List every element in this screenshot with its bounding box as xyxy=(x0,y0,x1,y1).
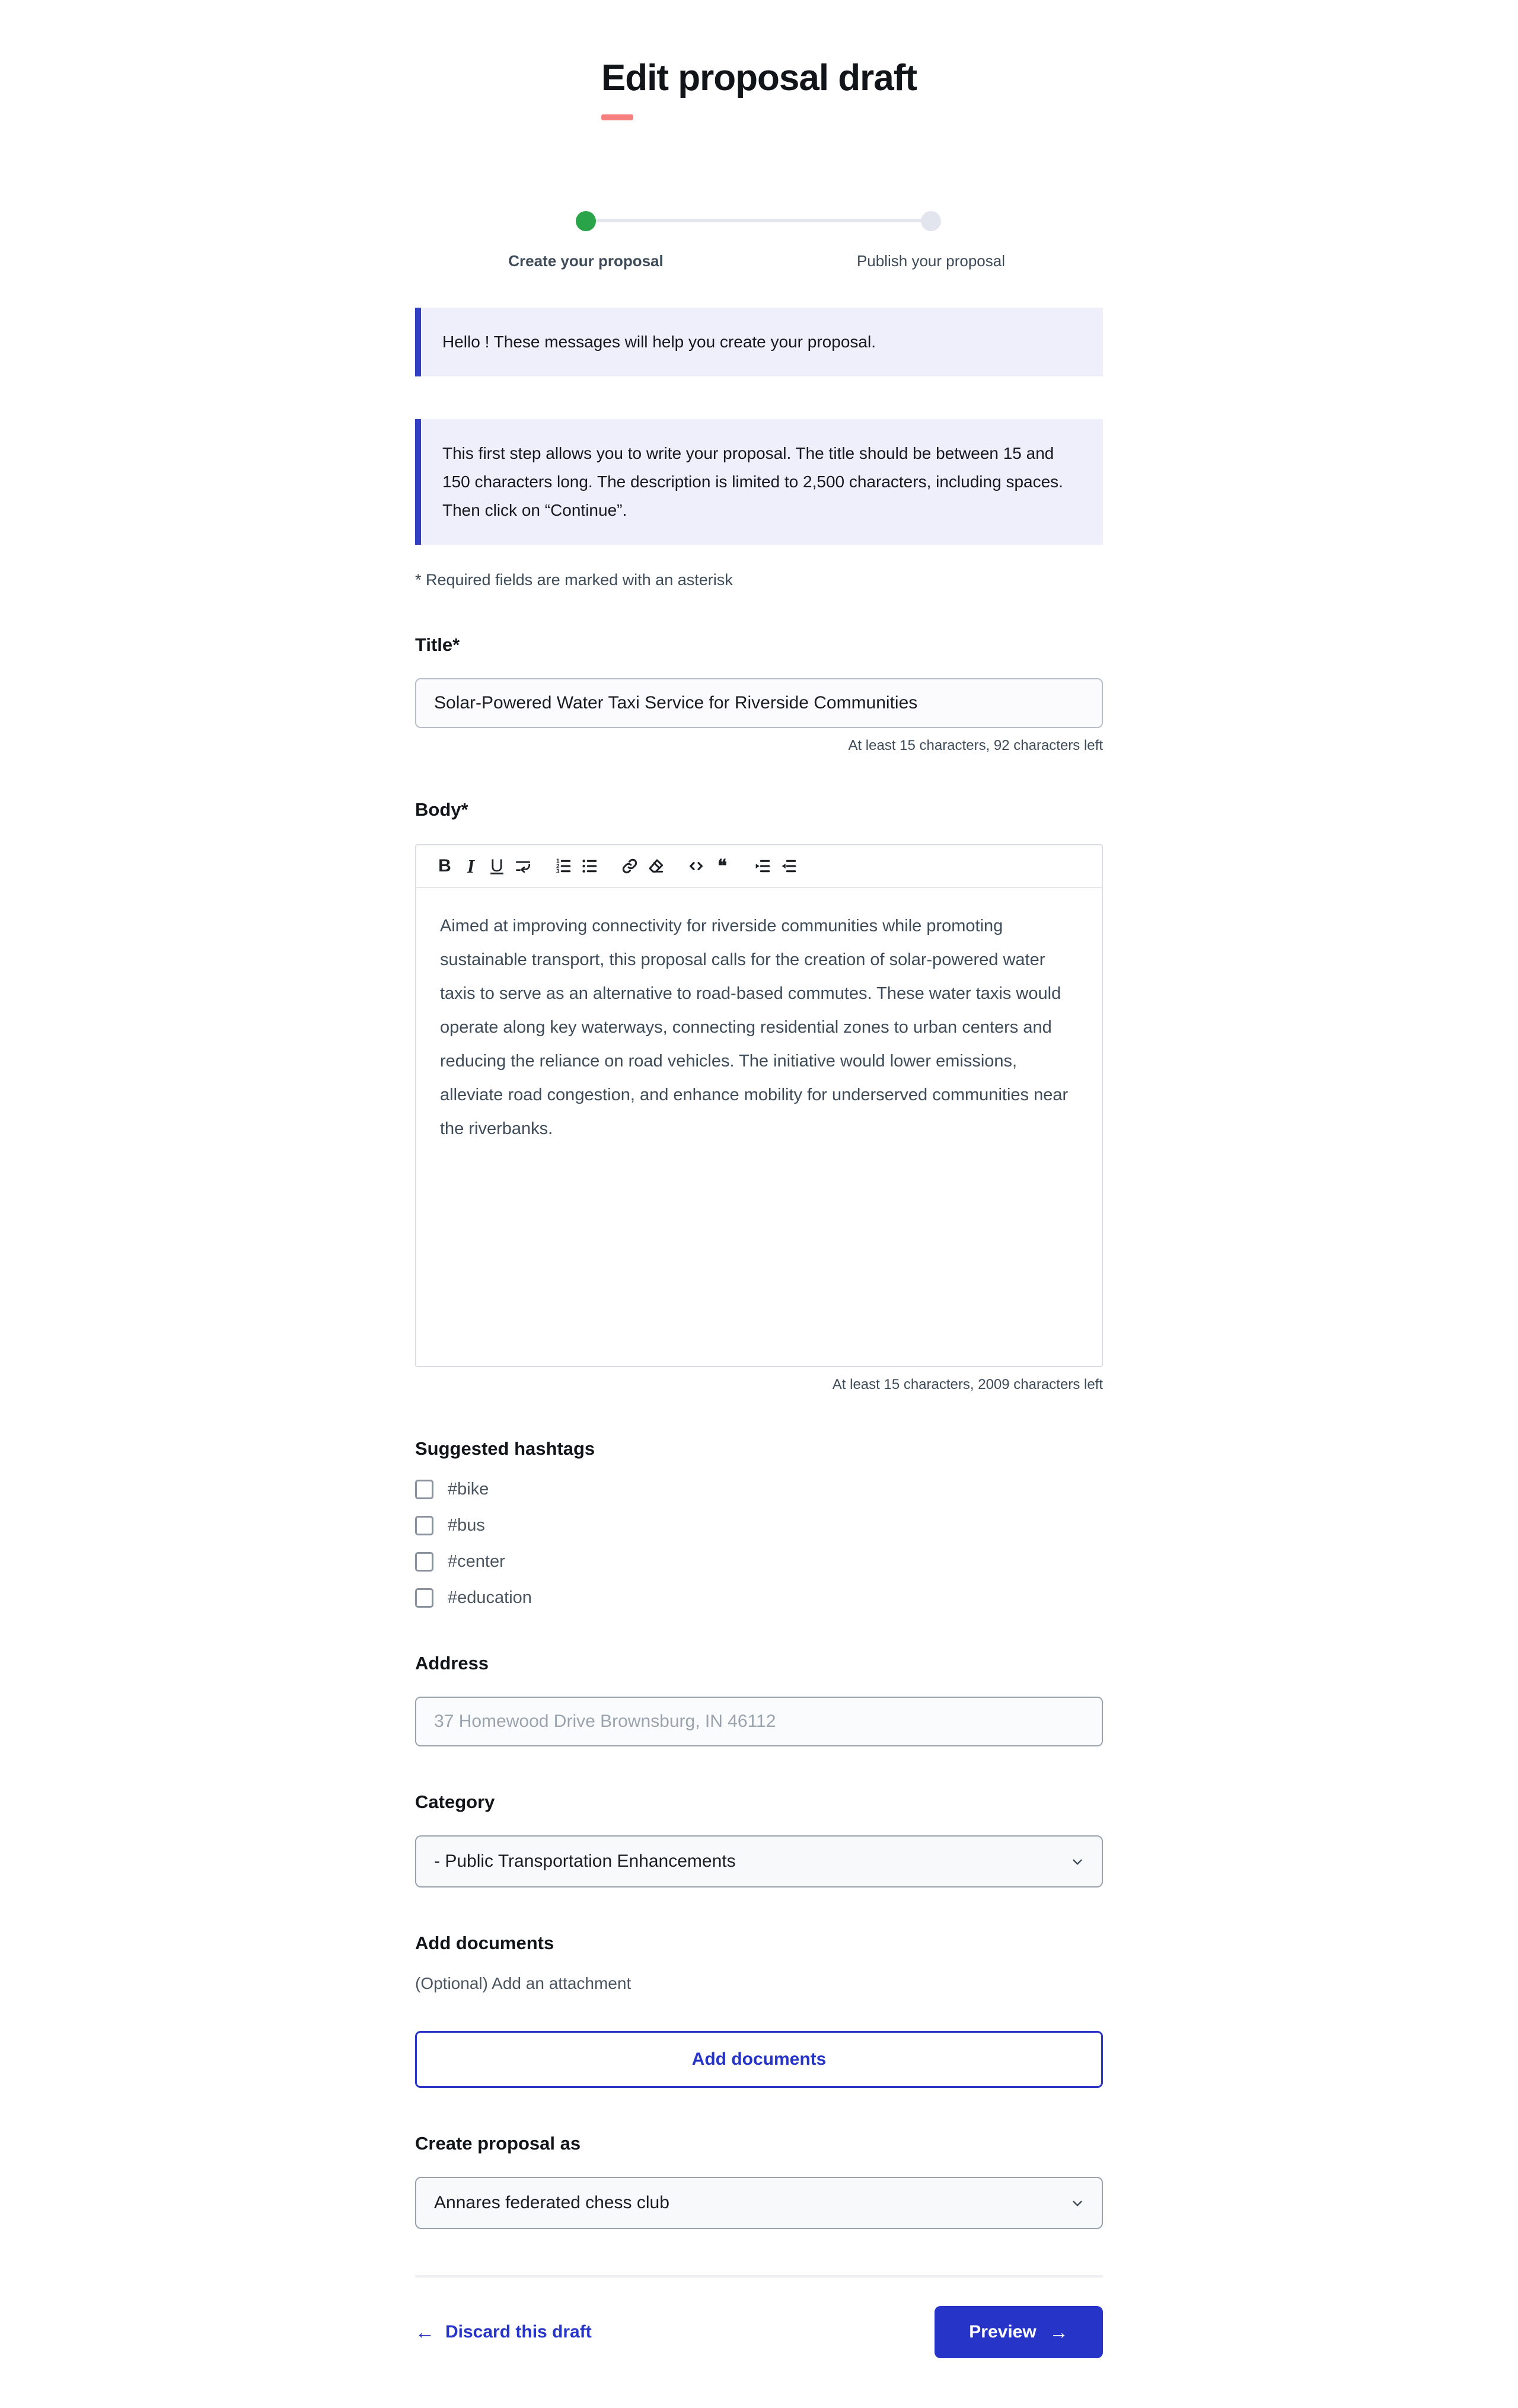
hashtag-row-bike xyxy=(415,1480,1103,1499)
code-button[interactable] xyxy=(683,852,709,880)
svg-text:2: 2 xyxy=(556,863,560,870)
preview-label: Preview xyxy=(969,2322,1037,2342)
indent-button[interactable] xyxy=(750,852,776,880)
category-selected-value: - Public Transportation Enhancements xyxy=(434,1851,736,1871)
author-selected-value: Annares federated chess club xyxy=(434,2193,669,2212)
link-button[interactable] xyxy=(617,852,643,880)
title-input[interactable] xyxy=(415,678,1103,728)
footer-actions xyxy=(415,2306,1103,2382)
hashtag-label-center: #center xyxy=(448,1552,505,1571)
hashtag-checkbox-bike[interactable] xyxy=(415,1480,433,1499)
hashtag-checkbox-center[interactable] xyxy=(415,1552,433,1572)
arrow-right-icon: → xyxy=(1049,2321,1069,2343)
arrow-left-icon: ← xyxy=(415,2321,435,2343)
clear-format-button[interactable] xyxy=(643,852,669,880)
page-title: Edit proposal draft xyxy=(601,58,917,98)
rich-text-editor xyxy=(415,844,1103,1367)
preview-button[interactable] xyxy=(935,2306,1103,2358)
stepper-track xyxy=(586,219,931,222)
ordered-list-icon xyxy=(554,857,573,876)
step-label-publish: Publish your proposal xyxy=(856,252,1006,270)
help-callout-step-info xyxy=(415,419,1103,545)
add-documents-hint: (Optional) Add an attachment xyxy=(415,1974,632,1992)
body-helper: At least 15 characters, 2009 characters left xyxy=(832,1377,1103,1393)
blockquote-icon: ❝ xyxy=(717,856,728,876)
link-icon xyxy=(620,857,639,876)
required-fields-note: * Required fields are marked with an asterisk xyxy=(415,571,733,589)
wizard-stepper xyxy=(415,180,1103,280)
hashtag-row-center xyxy=(415,1552,1103,1572)
hashtag-label-bus: #bus xyxy=(448,1516,485,1535)
code-icon xyxy=(687,857,706,876)
outdent-button[interactable] xyxy=(776,852,802,880)
add-documents-button[interactable]: Add documents xyxy=(415,2031,1103,2088)
editor-toolbar xyxy=(416,845,1102,888)
bold-button[interactable] xyxy=(432,852,458,880)
indent-icon xyxy=(753,857,772,876)
bold-icon: B xyxy=(438,856,451,876)
line-break-icon xyxy=(514,857,532,876)
discard-draft-button[interactable] xyxy=(415,2321,592,2343)
body-text: Aimed at improving connectivity for riverside communities while promoting sustainable transport, this proposal calls for the creation of solar-powered water taxis to serve as an alternative to road-based commutes. These water taxis would operate along key waterways, connecting residential zones to urban centers and reducing the reliance on road vehicles. The initiative would lower emissions, alleviate road congestion, and enhance mobility for underserved communities near the riverbanks. xyxy=(440,916,1069,1138)
body-editor-area[interactable] xyxy=(416,888,1102,1366)
address-label: Address xyxy=(415,1653,489,1674)
category-label: Category xyxy=(415,1791,495,1812)
bullet-list-button[interactable] xyxy=(576,852,602,880)
eraser-icon xyxy=(646,857,665,876)
hashtag-checkbox-education[interactable] xyxy=(415,1588,433,1608)
add-documents-label: Add documents xyxy=(415,1933,554,1953)
svg-text:1: 1 xyxy=(556,858,560,865)
hashtags-label: Suggested hashtags xyxy=(415,1438,595,1459)
discard-draft-label: Discard this draft xyxy=(445,2322,592,2342)
hashtag-label-education: #education xyxy=(448,1588,532,1607)
hashtag-checkbox-bus[interactable] xyxy=(415,1516,433,1535)
author-select[interactable] xyxy=(415,2177,1103,2229)
title-label: Title* xyxy=(415,634,460,655)
svg-text:3: 3 xyxy=(556,868,560,875)
create-proposal-as-label: Create proposal as xyxy=(415,2133,581,2154)
italic-icon: I xyxy=(467,855,475,877)
chevron-down-icon xyxy=(1070,1854,1085,1870)
category-select[interactable] xyxy=(415,1835,1103,1888)
line-break-button[interactable] xyxy=(510,852,536,880)
title-accent-underline xyxy=(601,114,633,120)
step-dot-upcoming xyxy=(921,211,941,231)
step-dot-current xyxy=(576,211,596,231)
hashtag-row-bus xyxy=(415,1516,1103,1535)
footer-divider xyxy=(415,2275,1103,2278)
underline-button[interactable] xyxy=(484,852,510,880)
help-callout-hello xyxy=(415,308,1103,376)
help-callout-hello-text: Hello ! These messages will help you create your proposal. xyxy=(442,333,876,351)
title-helper: At least 15 characters, 92 characters left xyxy=(848,737,1103,753)
hashtag-row-education xyxy=(415,1588,1103,1608)
body-label: Body* xyxy=(415,799,468,820)
italic-button[interactable] xyxy=(458,852,484,880)
chevron-down-icon xyxy=(1070,2196,1085,2211)
blockquote-button[interactable] xyxy=(709,852,735,880)
ordered-list-button[interactable] xyxy=(550,852,576,880)
step-label-create: Create your proposal xyxy=(508,252,664,270)
underline-icon: U xyxy=(490,856,503,876)
hashtag-label-bike: #bike xyxy=(448,1480,489,1499)
bullet-list-icon xyxy=(580,857,599,876)
outdent-icon xyxy=(779,857,798,876)
help-callout-step-info-text: This first step allows you to write your proposal. The title should be between 15 and 150 characters long. The description is limited to 2,500 characters, including spaces. Then click on “Continue”. xyxy=(442,444,1063,519)
page-header xyxy=(415,0,1103,120)
address-input[interactable] xyxy=(415,1697,1103,1746)
